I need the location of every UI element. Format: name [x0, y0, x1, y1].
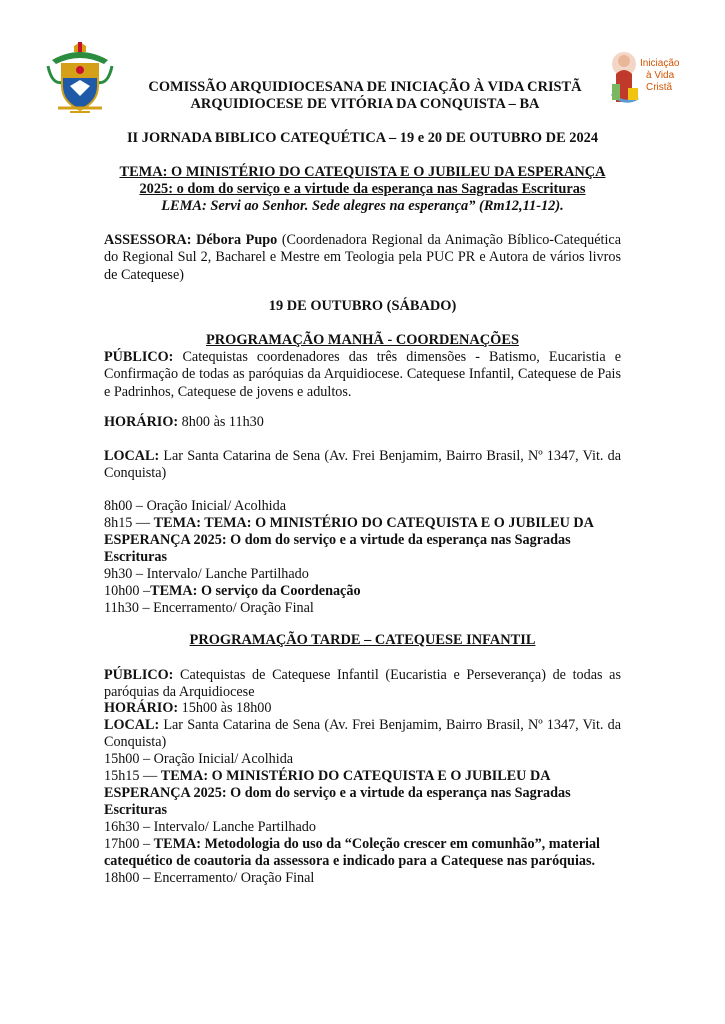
morning-horario [104, 414, 264, 431]
theme-line-2: 2025: o dom do serviço e a virtude da esperança nas Sagradas Escrituras [139, 181, 586, 197]
coat-of-arms-logo [44, 42, 116, 116]
afternoon-local [104, 717, 621, 752]
afternoon-schedule-4-cont: catequético de coautoria da assessora e indicado para a Catequese nas paróquias. [104, 853, 596, 869]
morning-schedule-2-cont: ESPERANÇA 2025: O dom do serviço e a virtude da esperança nas Sagradas [104, 532, 571, 548]
afternoon-schedule-4 [104, 836, 600, 853]
logo-text-line1: Iniciação [640, 58, 680, 69]
header-line-1: COMISSÃO ARQUIDIOCESANA DE INICIAÇÃO À VIDA CRISTÃ [148, 79, 582, 95]
afternoon-schedule-2-time: 15h15 — [104, 768, 161, 784]
afternoon-schedule-1: 15h00 – Oração Inicial/ Acolhida [104, 751, 294, 767]
morning-horario-label: HORÁRIO: [104, 414, 179, 430]
assessora-paragraph [104, 232, 621, 284]
lema: LEMA: Servi ao Senhor. Sede alegres na esperança” (Rm12,11-12). [161, 198, 564, 214]
morning-schedule-4-time: 10h00 – [104, 583, 151, 599]
header-line-2: ARQUIDIOCESE DE VITÓRIA DA CONQUISTA – BA [190, 96, 540, 112]
afternoon-publico-text: Catequistas de Catequese Infantil (Eucaristia e Perseverança) de todas as paróquias da Arquidiocese [104, 667, 621, 701]
morning-schedule-4-theme: TEMA: O serviço da Coordenação [150, 583, 361, 599]
event-title: II JORNADA BIBLICO CATEQUÉTICA – 19 e 20 DE OUTUBRO DE 2024 [126, 130, 599, 146]
morning-schedule-5: 11h30 – Encerramento/ Oração Final [104, 600, 314, 616]
morning-schedule-3: 9h30 – Intervalo/ Lanche Partilhado [104, 566, 309, 582]
afternoon-schedule-2-theme: TEMA: O MINISTÉRIO DO CATEQUISTA E O JUBILEU DA [160, 768, 551, 784]
afternoon-schedule-2-cont: ESPERANÇA 2025: O dom do serviço e a virtude da esperança nas Sagradas [104, 785, 571, 801]
afternoon-horario [104, 700, 272, 717]
logo-text-line2: à Vida [646, 70, 675, 81]
afternoon-schedule-3: 16h30 – Intervalo/ Lanche Partilhado [104, 819, 316, 835]
morning-schedule-1: 8h00 – Oração Inicial/ Acolhida [104, 498, 287, 514]
afternoon-horario-label: HORÁRIO: [104, 700, 179, 716]
afternoon-schedule-4-time: 17h00 – [104, 836, 154, 852]
morning-schedule-2-theme: TEMA: TEMA: O MINISTÉRIO DO CATEQUISTA E O JUBILEU DA [153, 515, 594, 531]
morning-publico-text: Catequistas coordenadores das três dimensões - Batismo, Eucaristia e Confirmação de todas as paróquias da Arquidiocese. Catequese Infantil, Catequese de Pais e Padrinhos, Catequese de jovens e adultos. [104, 349, 621, 400]
morning-publico-label: PÚBLICO: [104, 349, 174, 365]
assessora-text: (Coordenadora Regional da Animação Bíblico-Catequética do Regional Sul 2, Bacharel e Mestre em Teologia pela PUC PR e Autora de vários livros de Catequese) [104, 232, 621, 283]
morning-schedule-2-cont2: Escrituras [104, 549, 168, 565]
morning-publico [104, 349, 621, 401]
morning-local-label: LOCAL: [104, 448, 160, 464]
afternoon-horario-text: 15h00 às 18h00 [178, 700, 272, 716]
morning-horario-text: 8h00 às 11h30 [178, 414, 264, 430]
logo-text-line3: Cristã [646, 82, 673, 93]
afternoon-local-text: Lar Santa Catarina de Sena (Av. Frei Benjamim, Bairro Brasil, Nº 1347, Vit. da Conquista) [104, 717, 621, 751]
afternoon-schedule-5: 18h00 – Encerramento/ Oração Final [104, 870, 315, 886]
afternoon-publico [104, 667, 621, 702]
morning-schedule-4 [104, 583, 361, 600]
afternoon-schedule-2 [104, 768, 550, 785]
afternoon-schedule-4-theme: TEMA: Metodologia do uso da “Coleção crescer em comunhão”, material [153, 836, 600, 852]
morning-heading: PROGRAMAÇÃO MANHÃ - COORDENAÇÕES [206, 332, 519, 348]
theme-line-1: TEMA: O MINISTÉRIO DO CATEQUISTA E O JUBILEU DA ESPERANÇA [119, 164, 606, 180]
iniciacao-vida-crista-logo [610, 44, 688, 108]
afternoon-publico-label: PÚBLICO: [104, 667, 174, 683]
afternoon-local-label: LOCAL: [104, 717, 160, 733]
afternoon-heading: PROGRAMAÇÃO TARDE – CATEQUESE INFANTIL [189, 632, 536, 648]
afternoon-schedule-2-cont2: Escrituras [104, 802, 168, 818]
morning-local [104, 448, 621, 483]
day-heading: 19 DE OUTUBRO (SÁBADO) [268, 298, 457, 314]
morning-schedule-2 [104, 515, 594, 532]
assessora-label: ASSESSORA: Débora Pupo [104, 232, 278, 248]
morning-local-text: Lar Santa Catarina de Sena (Av. Frei Benjamim, Bairro Brasil, Nº 1347, Vit. da Conquista) [104, 448, 621, 482]
morning-schedule-2-time: 8h15 — [104, 515, 154, 531]
